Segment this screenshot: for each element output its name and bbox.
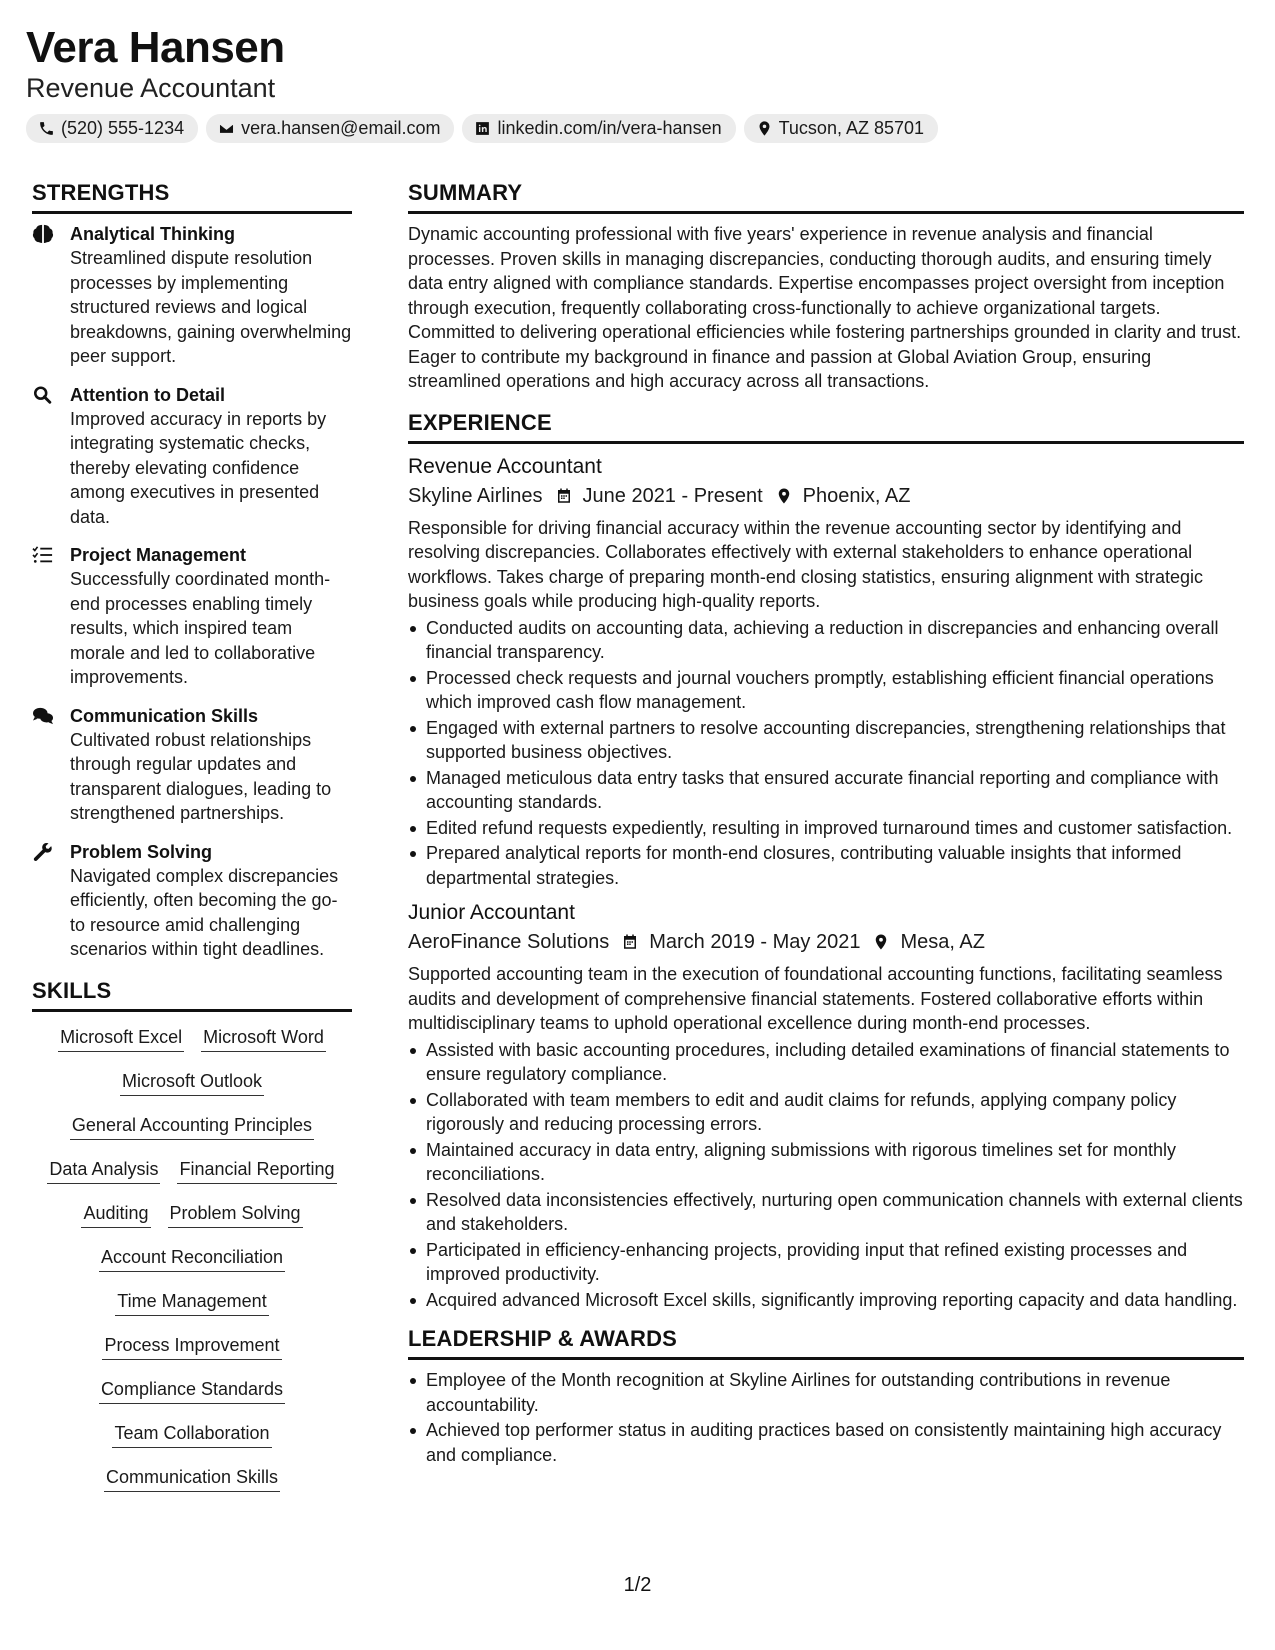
skill-tag: Account Reconciliation <box>99 1246 285 1272</box>
candidate-title: Revenue Accountant <box>26 73 276 103</box>
job-bullets <box>408 616 1244 891</box>
strength-title: Communication Skills <box>70 705 259 726</box>
job-bullet: Prepared analytical reports for month-end closures, contributing valuable insights that informed departmental strategies. <box>408 841 1244 890</box>
phone-icon <box>38 120 55 137</box>
job-bullet: Participated in efficiency-enhancing projects, providing input that refined existing processes and improved productivity. <box>408 1238 1244 1287</box>
job-company: AeroFinance Solutions <box>408 931 610 953</box>
map-pin-icon <box>872 933 890 951</box>
job-dates: June 2021 - Present <box>582 484 763 507</box>
strength-item <box>32 840 352 962</box>
resume-header <box>26 22 1249 143</box>
job-bullet: Processed check requests and journal vouchers promptly, establishing efficient financial operations which improved cash flow management. <box>408 666 1244 715</box>
strength-description: Successfully coordinated month-end processes enabling timely results, which inspired team morale and led to collaborative improvements. <box>70 569 331 687</box>
strength-item <box>32 543 352 690</box>
job-bullet: Resolved data inconsistencies effectively, nurturing open communication channels with external clients and stakeholders. <box>408 1188 1244 1237</box>
skill-tag: Microsoft Word <box>201 1026 326 1052</box>
strength-description: Streamlined dispute resolution processes by implementing structured reviews and logical breakdowns, gaining overwhelming peer support. <box>70 248 352 366</box>
skill-tag: Problem Solving <box>168 1202 303 1228</box>
strength-item <box>32 704 352 826</box>
skills-heading: SKILLS <box>32 976 352 1012</box>
strengths-heading: STRENGTHS <box>32 178 352 214</box>
contact-location <box>744 114 938 143</box>
award-bullet: Employee of the Month recognition at Skyline Airlines for outstanding contributions in revenue accountability. <box>408 1368 1244 1417</box>
contact-phone[interactable] <box>26 114 198 143</box>
contact-email[interactable] <box>206 114 454 143</box>
skill-tag: Process Improvement <box>102 1334 281 1360</box>
job-description: Responsible for driving financial accuracy within the revenue accounting sector by identifying and resolving discrepancies. Collaborates effectively with external stakeholders to enhance operational workflows. Takes charge of preparing month-end closing statistics, ensuring alignment with strategic business goals while producing high-quality reports. <box>408 517 1204 611</box>
job-location: Mesa, AZ <box>900 931 985 953</box>
strength-title: Project Management <box>70 545 247 565</box>
contact-linkedin-text: linkedin.com/in/vera-hansen <box>497 118 722 138</box>
strength-description: Cultivated robust relationships through regular updates and transparent dialogues, leading to strengthened partnerships. <box>70 729 332 823</box>
contact-location-text: Tucson, AZ 85701 <box>778 118 925 138</box>
job-bullet: Maintained accuracy in data entry, aligning submissions with rigorous timelines set for monthly reconciliations. <box>408 1138 1244 1187</box>
job-bullet: Assisted with basic accounting procedures, including detailed examinations of financial statements to ensure regulatory compliance. <box>408 1038 1244 1087</box>
strength-title: Analytical Thinking <box>70 224 236 244</box>
strength-item <box>32 383 352 530</box>
job-meta <box>408 482 1244 510</box>
job-description: Supported accounting team in the execution of foundational accounting functions, facilitating seamless audits and development of comprehensive financial statements. Fostered collaborative efforts within multidisciplinary teams to uphold operational excellence during month-end processes. <box>408 964 1223 1033</box>
contact-phone-text: (520) 555-1234 <box>61 118 185 138</box>
skill-tag: Data Analysis <box>47 1158 160 1184</box>
skill-tag: Team Collaboration <box>112 1422 271 1448</box>
job-bullets <box>408 1038 1244 1313</box>
contact-linkedin[interactable] <box>462 114 735 143</box>
contact-email-text: vera.hansen@email.com <box>241 118 441 138</box>
chat-bubbles-icon <box>32 706 54 726</box>
awards-bullets <box>408 1368 1244 1467</box>
linkedin-icon <box>474 120 491 137</box>
strength-title: Attention to Detail <box>70 384 225 405</box>
experience-heading: EXPERIENCE <box>408 408 1244 444</box>
candidate-name: Vera Hansen <box>26 23 285 72</box>
skill-tag: Auditing <box>81 1202 150 1228</box>
job-bullet: Engaged with external partners to resolve accounting discrepancies, strengthening relationships that supported business objectives. <box>408 716 1244 765</box>
skill-tag: Microsoft Excel <box>58 1026 184 1052</box>
job-bullet: Collaborated with team members to edit and audit claims for refunds, applying company policy rigorously and reducing processing errors. <box>408 1088 1244 1137</box>
skill-tag: Financial Reporting <box>177 1158 336 1184</box>
summary-text: Dynamic accounting professional with five years' experience in revenue analysis and financial processes. Proven skills in managing discrepancies, conducting thorough audits, and ensuring timely data entry aligned with compliance standards. Expertise encompasses project oversight from inception through execution, frequently collaborating cross-functionally to achieve organizational targets. Committed to delivering operational efficiencies while fostering partnerships grounded in clarity and trust. Eager to contribute my background in finance and passion at Global Aviation Group, ensuring streamlined operations and high accuracy across all transactions. <box>408 224 1242 391</box>
skill-tag: Communication Skills <box>104 1466 280 1492</box>
job-meta <box>408 928 1244 956</box>
skill-tag: Microsoft Outlook <box>120 1070 264 1096</box>
award-bullet: Achieved top performer status in auditing practices based on consistently maintaining high accuracy and compliance. <box>408 1418 1244 1467</box>
job-company: Skyline Airlines <box>408 484 543 507</box>
page-number: 1/2 <box>623 1574 652 1596</box>
strength-item <box>32 222 352 369</box>
calendar-icon <box>555 487 573 505</box>
job-title: Junior Accountant <box>408 901 575 924</box>
job-bullet: Managed meticulous data entry tasks that ensured accurate financial reporting and compliance with accounting standards. <box>408 766 1244 815</box>
envelope-icon <box>218 120 235 137</box>
task-list-icon <box>32 545 54 565</box>
job-location: Phoenix, AZ <box>802 484 911 507</box>
job-bullet: Conducted audits on accounting data, achieving a reduction in discrepancies and enhancing overall financial transparency. <box>408 616 1244 665</box>
left-column <box>32 178 352 1492</box>
awards-heading: LEADERSHIP & AWARDS <box>408 1324 1244 1360</box>
job-entry <box>408 452 1244 891</box>
job-entry <box>408 898 1244 1312</box>
strength-description: Navigated complex discrepancies efficiently, often becoming the go-to resource amid challenging scenarios within tight deadlines. <box>70 865 339 959</box>
job-dates: March 2019 - May 2021 <box>649 931 861 953</box>
map-pin-icon <box>775 487 793 505</box>
job-bullet: Acquired advanced Microsoft Excel skills, significantly improving reporting capacity and data handling. <box>408 1288 1244 1313</box>
summary-heading: SUMMARY <box>408 178 1244 214</box>
skills-list <box>32 1020 352 1492</box>
contact-bar <box>26 114 1249 143</box>
right-column <box>408 178 1244 1468</box>
calendar-icon <box>621 933 639 951</box>
strength-description: Improved accuracy in reports by integrating systematic checks, thereby elevating confidence among executives in presented data. <box>70 408 327 527</box>
job-bullet: Edited refund requests expediently, resulting in improved turnaround times and customer satisfaction. <box>408 816 1244 841</box>
skill-tag: Compliance Standards <box>99 1378 285 1404</box>
skill-tag: General Accounting Principles <box>70 1114 314 1140</box>
job-title: Revenue Accountant <box>408 454 602 478</box>
magnifier-icon <box>32 385 54 405</box>
wrench-icon <box>32 842 54 862</box>
brain-icon <box>32 224 54 244</box>
map-pin-icon <box>756 120 773 137</box>
strength-title: Problem Solving <box>70 841 213 862</box>
skill-tag: Time Management <box>115 1290 268 1316</box>
